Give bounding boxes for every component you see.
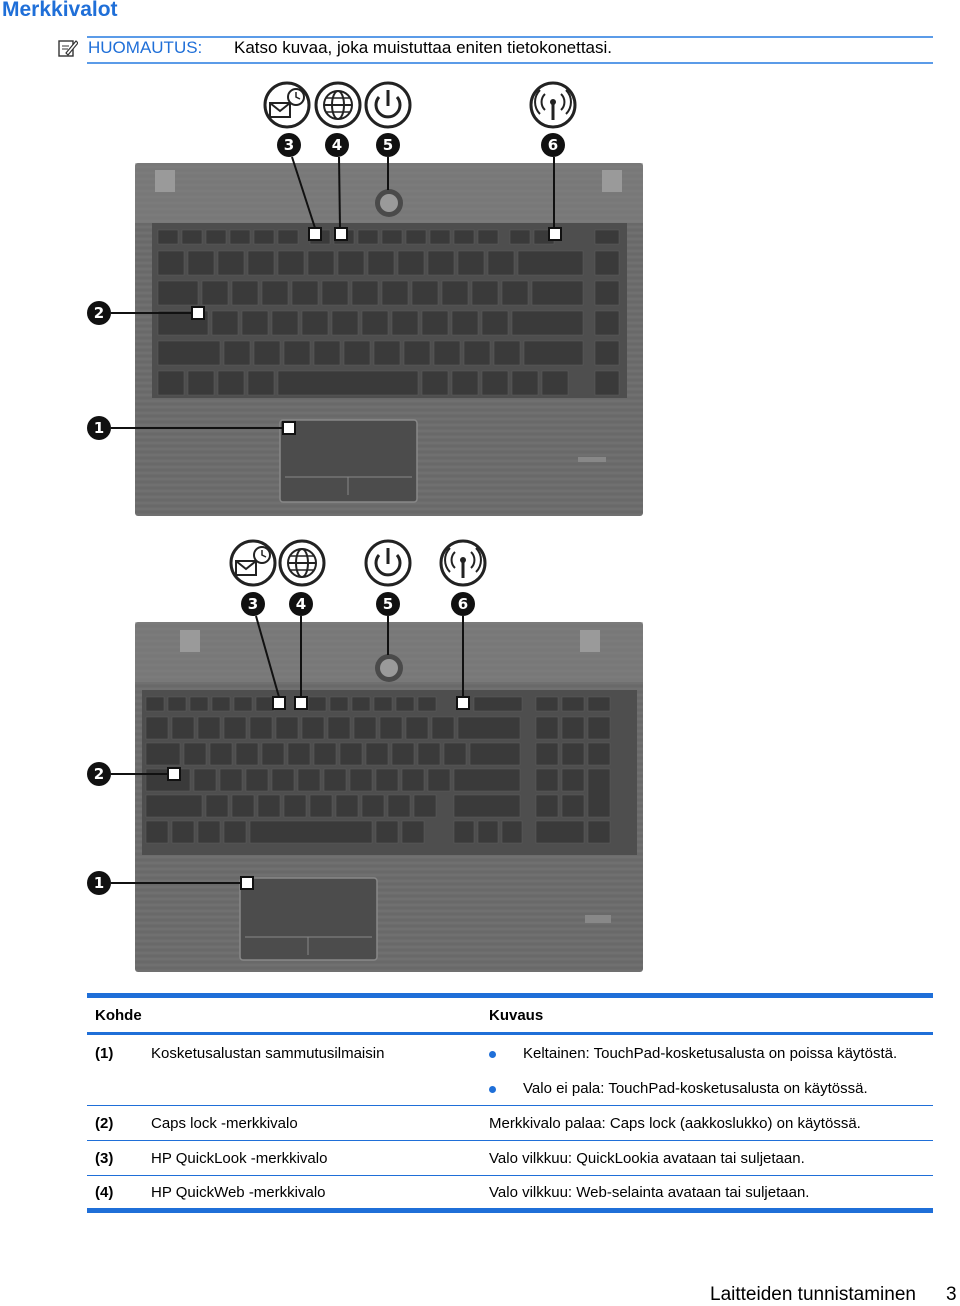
note-text: Katso kuvaa, joka muistuttaa eniten tietokonettasi. bbox=[234, 38, 613, 57]
row-1-bullet-1: Keltainen: TouchPad-kosketusalusta on poissa käytöstä. bbox=[523, 1045, 898, 1062]
globe-icon-bottom bbox=[280, 541, 324, 585]
footer-section: Laitteiden tunnistaminen bbox=[710, 1284, 916, 1305]
globe-icon bbox=[316, 83, 360, 127]
footer-page-number: 3 bbox=[946, 1284, 957, 1305]
row-2-item: Caps lock -merkkivalo bbox=[151, 1115, 298, 1132]
row-divider bbox=[87, 1140, 933, 1141]
row-4-number: (4) bbox=[95, 1184, 114, 1201]
svg-text:5: 5 bbox=[382, 136, 394, 154]
keyboard-top bbox=[135, 163, 643, 516]
row-4-description: Valo vilkkuu: Web-selainta avataan tai suljetaan. bbox=[489, 1184, 810, 1201]
row-1-item: Kosketusalustan sammutusilmaisin bbox=[151, 1045, 385, 1062]
svg-text:2: 2 bbox=[93, 765, 105, 783]
keyboard-bottom bbox=[135, 622, 643, 972]
quicklook-mail-clock-icon bbox=[265, 83, 309, 127]
row-1-number: (1) bbox=[95, 1045, 114, 1062]
bullet-icon bbox=[489, 1051, 496, 1058]
row-2-description: Merkkivalo palaa: Caps lock (aakkoslukko) on käytössä. bbox=[489, 1115, 861, 1132]
row-2-number: (2) bbox=[95, 1115, 114, 1132]
row-divider bbox=[87, 1105, 933, 1106]
row-3-item: HP QuickLook -merkkivalo bbox=[151, 1150, 328, 1167]
row-4-item: HP QuickWeb -merkkivalo bbox=[151, 1184, 326, 1201]
table-top-rule bbox=[87, 993, 933, 998]
svg-text:2: 2 bbox=[93, 304, 105, 322]
svg-text:3: 3 bbox=[247, 595, 259, 613]
table-header-description: Kuvaus bbox=[489, 1007, 544, 1024]
row-3-number: (3) bbox=[95, 1150, 114, 1167]
page-title: Merkkivalot bbox=[2, 0, 118, 21]
svg-text:5: 5 bbox=[382, 595, 394, 613]
quicklook-mail-clock-icon-bottom bbox=[231, 541, 275, 585]
keyboard-diagram bbox=[80, 75, 680, 995]
note-bottom-rule bbox=[87, 62, 933, 64]
svg-text:4: 4 bbox=[331, 136, 343, 154]
svg-text:1: 1 bbox=[93, 874, 105, 892]
power-icon bbox=[366, 83, 410, 127]
note-label: HUOMAUTUS: bbox=[88, 38, 203, 57]
svg-text:1: 1 bbox=[93, 419, 105, 437]
table-bottom-rule bbox=[87, 1208, 933, 1213]
wireless-antenna-icon bbox=[531, 83, 575, 127]
row-3-description: Valo vilkkuu: QuickLookia avataan tai suljetaan. bbox=[489, 1150, 805, 1167]
svg-text:4: 4 bbox=[295, 595, 307, 613]
bullet-icon bbox=[489, 1086, 496, 1093]
table-header-rule bbox=[87, 1032, 933, 1035]
svg-text:6: 6 bbox=[457, 595, 469, 613]
power-icon-bottom bbox=[366, 541, 410, 585]
svg-text:6: 6 bbox=[547, 136, 559, 154]
svg-text:3: 3 bbox=[283, 136, 295, 154]
row-divider bbox=[87, 1175, 933, 1176]
row-1-bullet-2: Valo ei pala: TouchPad-kosketusalusta on käytössä. bbox=[523, 1080, 868, 1097]
note-pencil-icon bbox=[58, 38, 78, 58]
wireless-antenna-icon-bottom bbox=[441, 541, 485, 585]
table-header-item: Kohde bbox=[95, 1007, 142, 1024]
